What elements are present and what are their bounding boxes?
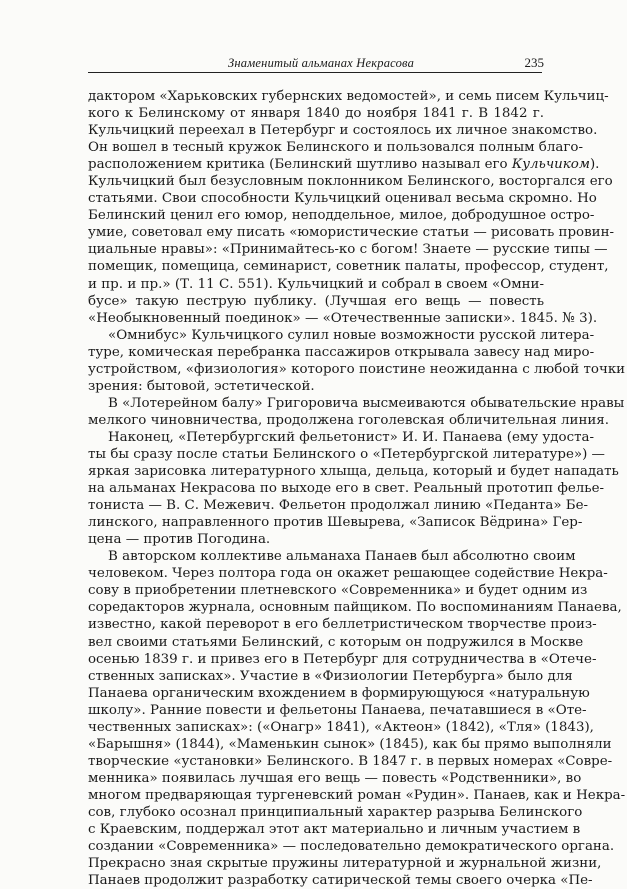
paragraph (88, 327, 626, 395)
text-line: кого к Белинскому от января 1840 до ноября 1841 г. В 1842 г. (88, 106, 544, 122)
text-line: дактором «Харьковских губернских ведомостей», и семь писем Кульчиц- (88, 89, 609, 104)
text-line: Белинский ценил его юмор, неподдельное, милое, добродушное остро- (88, 208, 595, 224)
text-line: бусе» такую пеструю публику. (Лучшая его вещь — повесть (88, 293, 544, 309)
running-title: Знаменитый альманах Некрасова (228, 56, 415, 70)
text-line: Он вошел в тесный кружок Белинского и пользовался полным благо- (88, 140, 583, 156)
text-line: многом предваряющая тургеневский роман «Рудин». Панаев, как и Некра- (88, 787, 626, 803)
paragraph (88, 548, 626, 889)
text-line: чественных записках»: («Онагр» 1841), «Актеон» (1842), «Тля» (1843), (88, 719, 594, 735)
text-line: ственных записках». Участие в «Физиологии Петербурга» было для (88, 668, 573, 684)
text-line: соредакторов журнала, основным пайщиком. По воспоминаниям Панаева, (88, 600, 622, 616)
text-line: В «Лотерейном балу» Григоровича высмеиваются обывательские нравы (108, 395, 625, 411)
text-line: зрения: бытовой, эстетической. (88, 378, 315, 394)
text-line: с Краевским, поддержал этот акт материально и личным участием в (88, 822, 581, 838)
paragraph (88, 429, 619, 548)
text-line: и пр. и пр.» (Т. 11 С. 551). Кульчицкий и собрал в своем «Омни- (88, 276, 544, 292)
text-line: расположением критика (Белинский шутливо называл его Кульчиком). (88, 157, 600, 173)
paragraph (88, 395, 625, 429)
text-line: «Омнибус» Кульчицкого сулил новые возможности русской литера- (108, 327, 595, 343)
text-line: человеком. Через полтора года он окажет решающее содействие Некра- (88, 566, 608, 582)
text-line: школу». Ранние повести и фельетоны Панаева, печатавшиеся в «Оте- (88, 702, 587, 718)
text-line: устройством, «физиология» которого поистине неожиданна с любой точки (88, 361, 626, 377)
text-line: умие, советовал ему писать «юмористические статьи — рисовать провин- (88, 225, 615, 241)
text-line: вел своими статьями Белинский, с которым он подружился в Москве (88, 634, 584, 650)
header-rule (88, 72, 542, 73)
text-line: известно, какой переворот в его беллетристическом творчестве произ- (88, 617, 597, 633)
text-line: мелкого чиновничества, продолжена гоголевская обличительная линия. (88, 412, 610, 428)
text-line: тониста — В. С. Межевич. Фельетон продолжал линию «Педанта» Бе- (88, 498, 589, 514)
text-line: Панаев продолжит разработку сатирической темы своего очерка «Пе- (88, 873, 593, 889)
text-line: «Необыкновенный поединок» — «Отечественные записки». 1845. № 3). (88, 310, 598, 326)
text-line: «Барышня» (1844), «Маменькин сынок» (1845), как бы прямо выполняли (88, 736, 612, 752)
page-number: 235 (524, 55, 544, 70)
text-line: создании «Современника» — последовательно демократического органа. (88, 839, 615, 855)
text-line: туре, комическая перебранка пассажиров открывала завесу над миро- (88, 344, 595, 360)
text-line: ты бы сразу после статьи Белинского о «Петербургской литературе») — (88, 446, 605, 462)
paragraph (88, 88, 615, 327)
text-line: Кульчицкий переехал в Петербург и состоялось их личное знакомство. (88, 123, 598, 139)
text-line: Наконец, «Петербургский фельетонист» И. И. Панаева (ему удоста- (108, 429, 595, 445)
text-line: менника» появилась лучшая его вещь — повесть «Родственники», во (88, 770, 582, 786)
text-line: сов, глубоко осознал принципиальный характер разрыва Белинского (88, 804, 583, 820)
text-line: линского, направленного против Шевырева, «Записок Вёдрина» Гер- (88, 515, 583, 531)
text-line: сову в приобретении плетневского «Современника» и будет одним из (88, 583, 588, 599)
text-line: помещик, помещица, семинарист, советник палаты, профессор, студент, (88, 259, 609, 275)
text-line: на альманах Некрасова по выходе его в свет. Реальный прототип фелье- (88, 481, 605, 497)
text-line: яркая зарисовка литературного хлыща, дельца, который и будет нападать (88, 464, 619, 480)
text-line: творческие «установки» Белинского. В 1847 г. в первых номерах «Совре- (88, 753, 613, 769)
text-line: циальные нравы»: «Принимайтесь-ко с богом! Знаете — русские типы — (88, 242, 608, 258)
text-line: Прекрасно зная скрытые пружины литературной и журнальной жизни, (88, 856, 602, 872)
text-line: осенью 1839 г. и привез его в Петербург для сотрудничества в «Отече- (88, 651, 597, 667)
text-line: статьями. Свои способности Кульчицкий оценивал весьма скромно. Но (88, 191, 597, 207)
running-header (88, 55, 548, 73)
text-line: Панаева органическим вхождением в формирующуюся «натуральную (88, 685, 590, 701)
text-line: В авторском коллективе альманаха Панаев был абсолютно своим (108, 549, 576, 565)
text-line: Кульчицкий был безусловным поклонником Белинского, восторгался его (88, 174, 613, 190)
body-text (88, 88, 626, 889)
text-line: цена — против Погодина. (88, 532, 271, 548)
